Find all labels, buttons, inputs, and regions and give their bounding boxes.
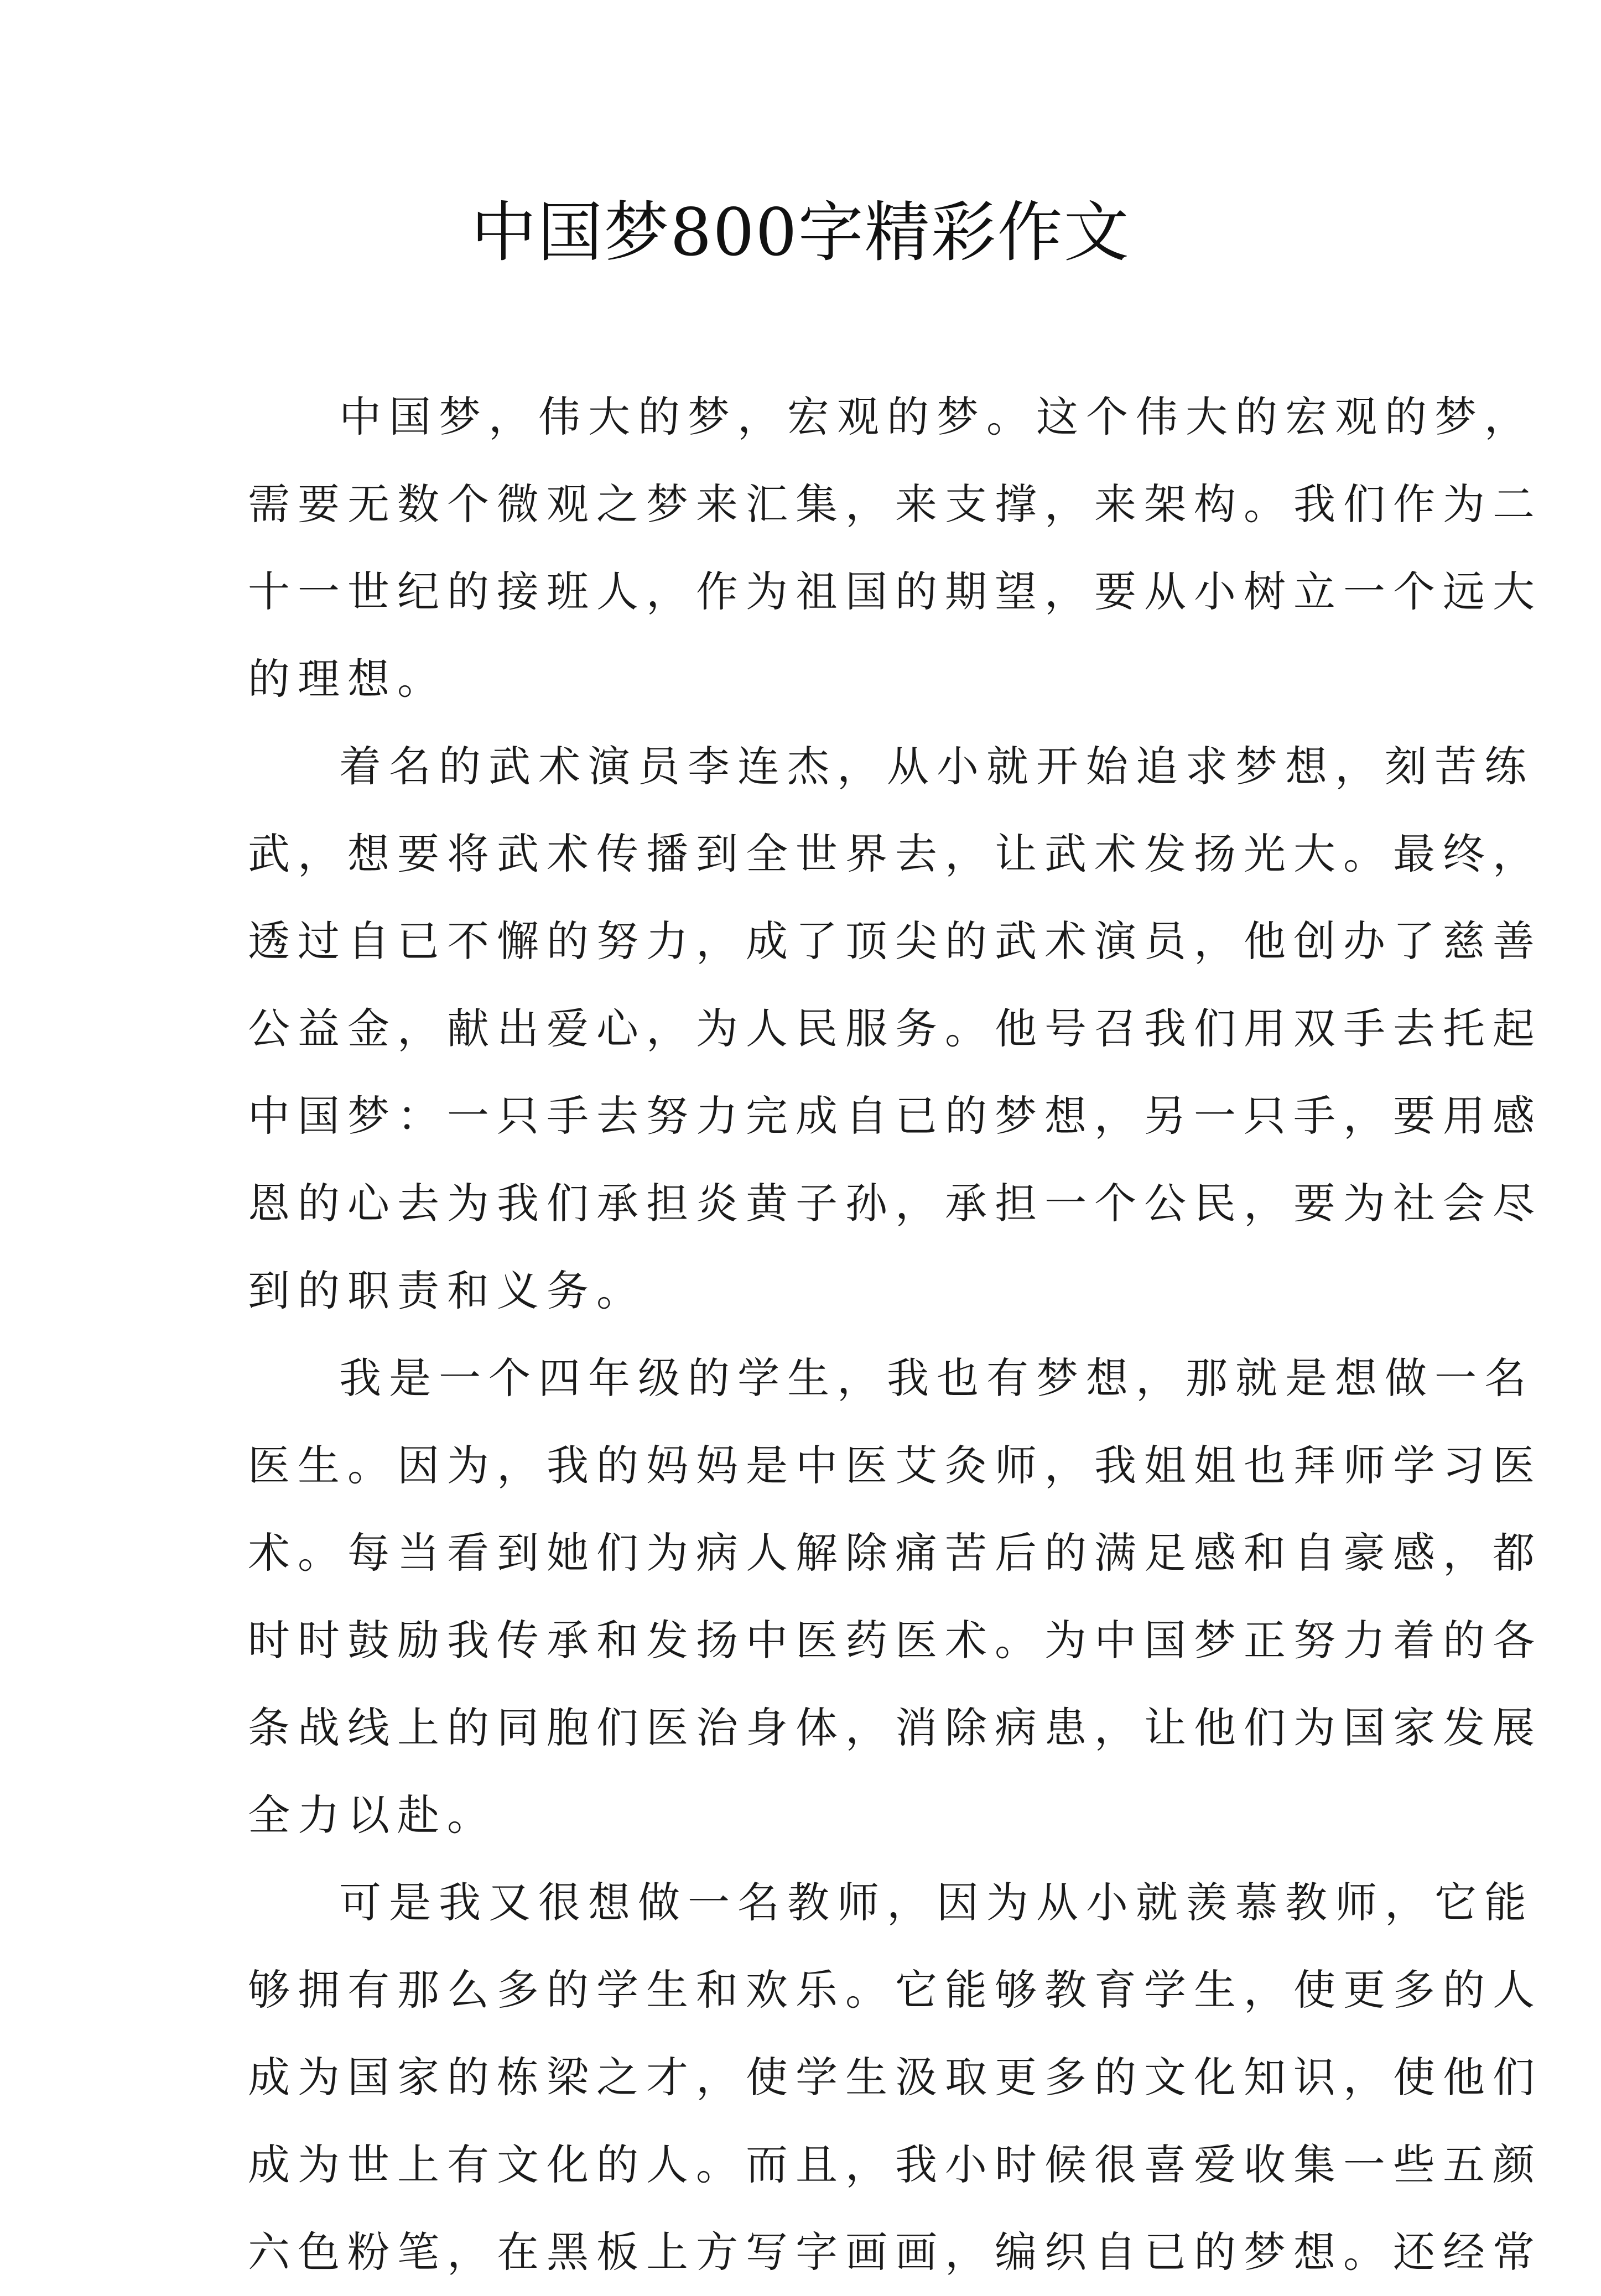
text-line: 着名的武术演员李连杰，从小就开始追求梦想，刻苦练 bbox=[339, 742, 1534, 791]
text-line: 条战线上的同胞们医治身体，消除病患，让他们为国家发展 bbox=[248, 1703, 1542, 1752]
document-title: 中国梦800字精彩作文 bbox=[471, 194, 1130, 270]
text-line: 十一世纪的接班人，作为祖国的期望，要从小树立一个远大 bbox=[248, 567, 1542, 616]
paragraph bbox=[248, 373, 1542, 723]
text-line: 武，想要将武术传播到全世界去，让武术发扬光大。最终， bbox=[248, 829, 1542, 878]
text-line: 六色粉笔，在黑板上方写字画画，编织自已的梦想。还经常 bbox=[248, 2227, 1542, 2277]
text-line: 到的职责和义务。 bbox=[248, 1266, 646, 1315]
text-line: 成为世上有文化的人。而且，我小时候很喜爱收集一些五颜 bbox=[248, 2140, 1542, 2189]
paragraph bbox=[248, 1335, 1542, 1859]
text-line: 中国梦，伟大的梦，宏观的梦。这个伟大的宏观的梦， bbox=[339, 392, 1534, 441]
text-line: 透过自已不懈的努力，成了顶尖的武术演员，他创办了慈善 bbox=[248, 917, 1542, 966]
paragraph bbox=[248, 723, 1542, 1335]
text-line: 中国梦：一只手去努力完成自已的梦想，另一只手，要用感 bbox=[248, 1091, 1542, 1141]
paragraph bbox=[248, 1859, 1542, 2296]
text-line: 医生。因为，我的妈妈是中医艾灸师，我姐姐也拜师学习医 bbox=[248, 1441, 1542, 1490]
text-line: 的理想。 bbox=[248, 654, 447, 704]
text-line: 术。每当看到她们为病人解除痛苦后的满足感和自豪感，都 bbox=[248, 1528, 1542, 1577]
text-line: 恩的心去为我们承担炎黄子孙，承担一个公民，要为社会尽 bbox=[248, 1179, 1542, 1228]
text-line: 够拥有那么多的学生和欢乐。它能够教育学生，使更多的人 bbox=[248, 1965, 1542, 2014]
text-line: 成为国家的栋梁之才，使学生汲取更多的文化知识，使他们 bbox=[248, 2053, 1542, 2102]
text-line: 公益金，献出爱心，为人民服务。他号召我们用双手去托起 bbox=[248, 1004, 1542, 1053]
text-line: 全力以赴。 bbox=[248, 1790, 497, 1840]
text-line: 我是一个四年级的学生，我也有梦想，那就是想做一名 bbox=[339, 1353, 1534, 1403]
text-line: 时时鼓励我传承和发扬中医药医术。为中国梦正努力着的各 bbox=[248, 1616, 1542, 1665]
text-line: 可是我又很想做一名教师，因为从小就羡慕教师，它能 bbox=[339, 1878, 1534, 1927]
document-body bbox=[248, 373, 1542, 2296]
text-line: 需要无数个微观之梦来汇集，来支撑，来架构。我们作为二 bbox=[248, 480, 1542, 529]
